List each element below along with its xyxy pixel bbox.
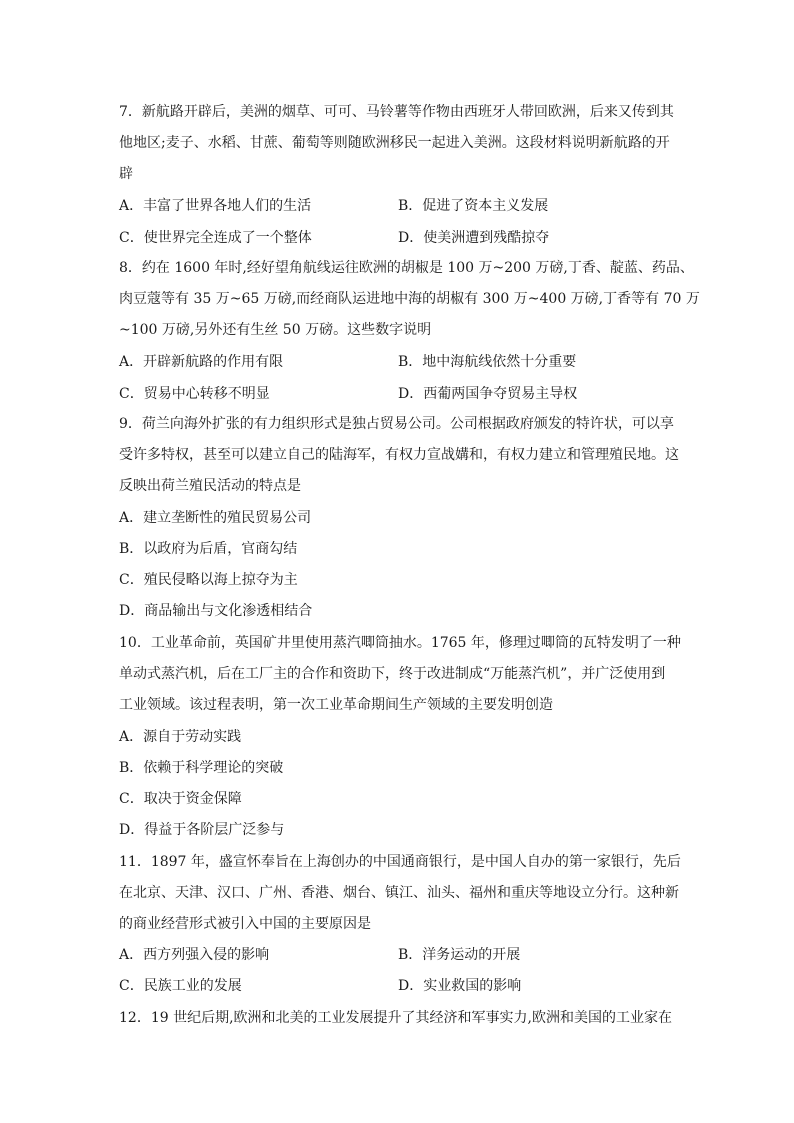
q7-option-a: A．丰富了世界各地人们的生活 <box>119 198 312 214</box>
q10-stem-line-1: 10．工业革命前，英国矿井里使用蒸汽唧筒抽水。1765 年，修理过唧筒的瓦特发明了一种 <box>119 635 681 651</box>
q9-option-a: A．建立垄断性的殖民贸易公司 <box>119 510 312 526</box>
q10-option-b: B．依赖于科学理论的突破 <box>119 760 284 776</box>
q9-option-c: C．殖民侵略以海上掠夺为主 <box>119 572 298 588</box>
q11-option-a: A．西方列强入侵的影响 <box>119 947 270 963</box>
q11-stem-line-2: 在北京、天津、汉口、广州、香港、烟台、镇江、汕头、福州和重庆等地设立分行。这种新 <box>119 885 679 901</box>
q10-option-a: A．源自于劳动实践 <box>119 729 242 745</box>
q7-stem-line-3: 辟 <box>119 166 133 182</box>
q8-stem-line-2: 肉豆蔻等有 35 万~65 万磅,而经商队运进地中海的胡椒有 300 万~400 万磅,丁香等有 70 万 <box>119 291 700 307</box>
q7-stem-line-1: 7．新航路开辟后，美洲的烟草、可可、马铃薯等作物由西班牙人带回欧洲，后来又传到其 <box>119 104 674 120</box>
q8-stem-line-3: ~100 万磅,另外还有生丝 50 万磅。这些数字说明 <box>119 322 432 338</box>
q8-option-a: A．开辟新航路的作用有限 <box>119 354 284 370</box>
q9-stem-line-1: 9．荷兰向海外扩张的有力组织形式是独占贸易公司。公司根据政府颁发的特许状，可以享 <box>119 416 674 432</box>
q11-stem-line-3: 的商业经营形式被引入中国的主要原因是 <box>119 916 371 932</box>
q7-stem-line-2: 他地区;麦子、水稻、甘蔗、葡萄等则随欧洲移民一起进入美洲。这段材料说明新航路的开 <box>119 135 670 151</box>
q11-stem-line-1: 11．1897 年，盛宣怀奉旨在上海创办的中国通商银行，是中国人自办的第一家银行，先后 <box>119 854 681 870</box>
q12-stem-line-1: 12．19 世纪后期,欧洲和北美的工业发展提升了其经济和军事实力,欧洲和美国的工业家在 <box>119 1010 672 1026</box>
q10-stem-line-3: 工业领域。该过程表明，第一次工业革命期间生产领域的主要发明创造 <box>119 697 553 713</box>
q8-stem-line-1: 8．约在 1600 年时,经好望角航线运往欧洲的胡椒是 100 万~200 万磅,丁香、靛蓝、药品、 <box>119 260 694 276</box>
q9-option-d: D．商品输出与文化渗透相结合 <box>119 603 313 619</box>
q7-option-b: B．促进了资本主义发展 <box>398 198 549 214</box>
q8-option-c: C．贸易中心转移不明显 <box>119 386 270 402</box>
q10-option-d: D．得益于各阶层广泛参与 <box>119 822 285 838</box>
q10-stem-line-2: 单动式蒸汽机，后在工厂主的合作和资助下，终于改进制成“万能蒸汽机”，并广泛使用到 <box>119 666 666 682</box>
q8-option-d: D．西葡两国争夺贸易主导权 <box>398 386 578 402</box>
q11-option-b: B．洋务运动的开展 <box>398 947 521 963</box>
q10-option-c: C．取决于资金保障 <box>119 791 242 807</box>
q11-option-c: C．民族工业的发展 <box>119 978 242 994</box>
q9-stem-line-3: 反映出荷兰殖民活动的特点是 <box>119 478 301 494</box>
q9-option-b: B．以政府为后盾，官商勾结 <box>119 541 298 557</box>
q7-option-c: C．使世界完全连成了一个整体 <box>119 230 312 246</box>
q8-option-b: B．地中海航线依然十分重要 <box>398 354 577 370</box>
q7-option-d: D．使美洲遭到残酷掠夺 <box>398 230 550 246</box>
q11-option-d: D．实业救国的影响 <box>398 978 522 994</box>
q9-stem-line-2: 受许多特权，甚至可以建立自己的陆海军，有权力宣战媾和，有权力建立和管理殖民地。这 <box>119 447 679 463</box>
